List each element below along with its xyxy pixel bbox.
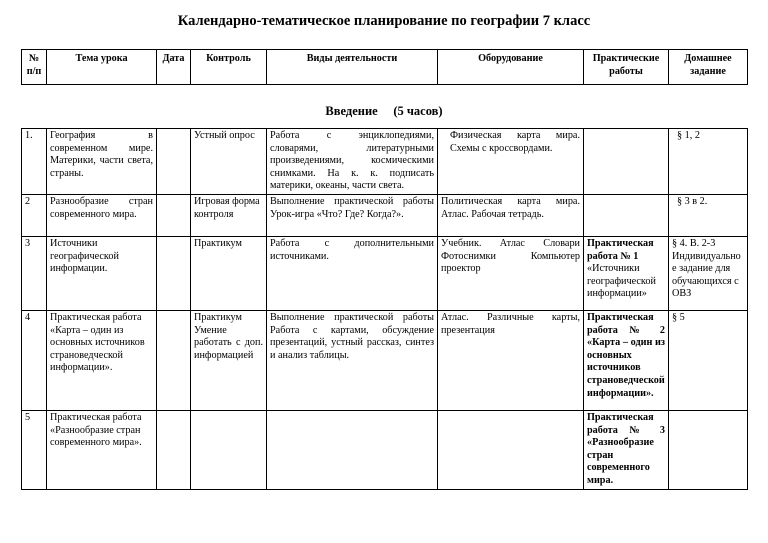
row-num: 3	[22, 236, 47, 310]
row-homework	[669, 410, 748, 489]
row-equipment	[438, 410, 584, 489]
row-practical: Практическая работа № 3 «Разнообразие стран современного мира.	[584, 410, 669, 489]
practical-title: Практическая работа № 1	[587, 237, 654, 262]
row-date	[157, 129, 191, 195]
row-equipment: Атлас. Различные карты, презентация	[438, 310, 584, 410]
table-row	[22, 194, 748, 236]
header-num: № п/п	[22, 50, 47, 85]
row-homework: § 3 в 2.	[669, 194, 748, 236]
section-title: Введение (5 часов)	[325, 104, 443, 118]
table-row	[22, 310, 748, 410]
row-num: 4	[22, 310, 47, 410]
practical-text: «Источники географической информации»	[587, 263, 656, 300]
row-num: 5	[22, 410, 47, 489]
row-control: Практикум	[191, 236, 267, 310]
row-control	[191, 410, 267, 489]
row-activity: Работа с энциклопедиями, словарями, литературными произведениями, космическими снимками. На к. к. подписать материки, океаны, части света.	[267, 129, 438, 195]
row-topic: География в современном мире. Материки, части света, страны.	[47, 129, 157, 195]
header-table	[21, 49, 748, 85]
row-homework: § 1, 2	[669, 129, 748, 195]
plan-table	[21, 128, 748, 490]
row-practical-cell	[584, 236, 669, 310]
row-homework: § 4. В. 2-3 Индивидуальное задание для обучающихся с ОВЗ	[669, 236, 748, 310]
header-equipment: Оборудование	[438, 50, 584, 85]
header-control: Контроль	[191, 50, 267, 85]
row-topic: Разнообразие стран современного мира.	[47, 194, 157, 236]
table-row	[22, 129, 748, 195]
row-date	[157, 410, 191, 489]
row-equipment: Физическая карта мира. Схемы с кроссвордами.	[438, 129, 584, 195]
row-homework: § 5	[669, 310, 748, 410]
row-control: Практикум Умение работать с доп. информацией	[191, 310, 267, 410]
header-topic: Тема урока	[47, 50, 157, 85]
row-date	[157, 194, 191, 236]
header-row	[22, 50, 748, 85]
row-date	[157, 236, 191, 310]
row-activity: Выполнение практической работы Работа с картами, обсуждение презентаций, устный рассказ, синтез и анализ таблицы.	[267, 310, 438, 410]
row-equipment: Учебник. Атлас Словари Фотоснимки Компьютер проектор	[438, 236, 584, 310]
row-practical: Практическая работа № 2 «Карта – один из основных источников страноведческой информации».	[584, 310, 669, 410]
table-row	[22, 410, 748, 489]
row-topic: Источники географической информации.	[47, 236, 157, 310]
row-control: Устный опрос	[191, 129, 267, 195]
row-num: 2	[22, 194, 47, 236]
header-activity: Виды деятельности	[267, 50, 438, 85]
header-date: Дата	[157, 50, 191, 85]
header-practical: Практические работы	[584, 50, 669, 85]
row-control: Игровая форма контроля	[191, 194, 267, 236]
row-activity: Работа с дополнительными источниками.	[267, 236, 438, 310]
row-practical	[584, 194, 669, 236]
table-row	[22, 236, 748, 310]
row-equipment: Политическая карта мира. Атлас. Рабочая тетрадь.	[438, 194, 584, 236]
row-num: 1.	[22, 129, 47, 195]
header-homework: Домашнее задание	[669, 50, 748, 85]
row-topic: Практическая работа «Разнообразие стран современного мира».	[47, 410, 157, 489]
row-topic: Практическая работа «Карта – один из основных источников страноведческой информации».	[47, 310, 157, 410]
row-activity	[267, 410, 438, 489]
row-practical	[584, 129, 669, 195]
row-date	[157, 310, 191, 410]
row-activity: Выполнение практической работы Урок-игра «Что? Где? Когда?».	[267, 194, 438, 236]
page-title: Календарно-тематическое планирование по географии 7 класс	[177, 13, 591, 29]
